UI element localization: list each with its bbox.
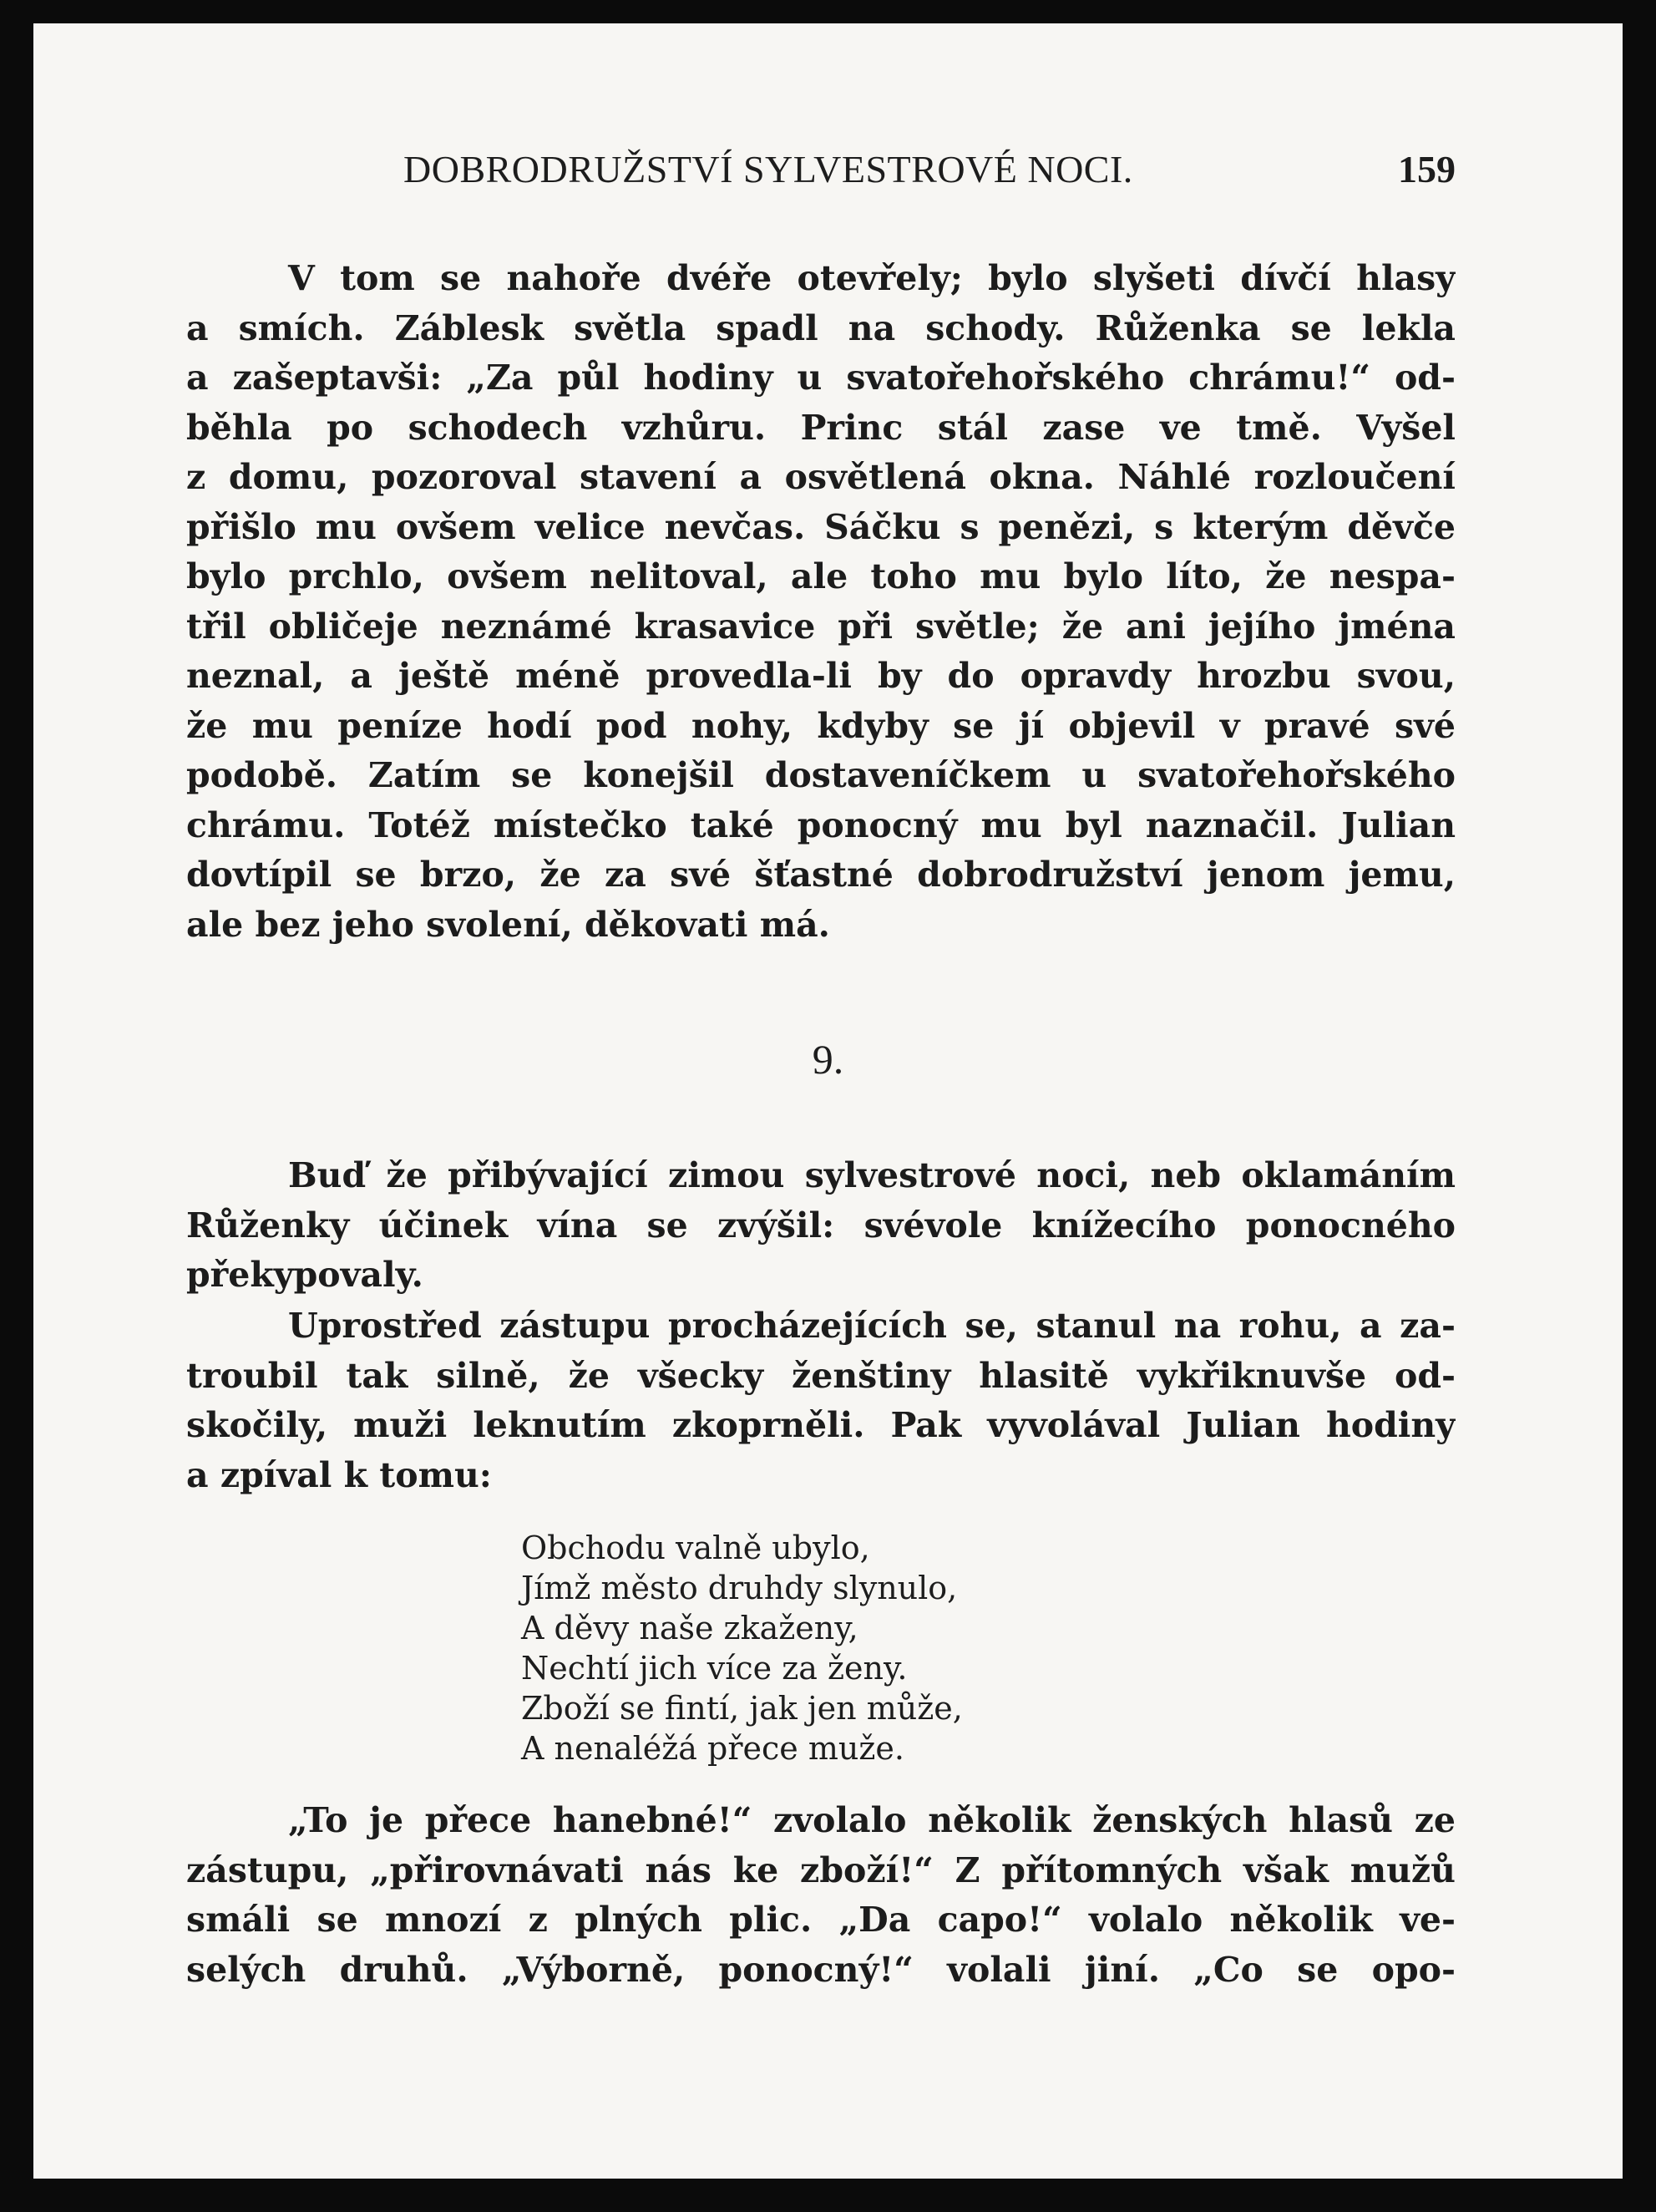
running-title: DOBRODRUŽSTVÍ SYLVESTROVÉ NOCI. [403, 148, 1133, 190]
chapter-number: 9. [812, 1036, 844, 1083]
paragraph-2 [186, 1151, 1456, 1301]
text-line: z domu, pozoroval stavení a osvětlená okna. Náhlé rozloučení [186, 457, 1456, 497]
text-line: třil obličeje neznámé krasavice při světle; že ani jejího jména [186, 606, 1456, 647]
text-line: Buď že přibývající zimou sylvestrové noci, neb oklamáním [288, 1155, 1456, 1195]
text-line: ale bez jeho svolení, děkovati má. [186, 904, 830, 945]
text-line: podobě. Zatím se konejšil dostaveníčkem u svatořehořského [186, 755, 1456, 795]
verse-line: Obchodu valně ubylo, [521, 1530, 870, 1566]
paragraph-1 [186, 254, 1456, 950]
verse-line: Jímž město druhdy slynulo, [521, 1570, 958, 1606]
verse-line: A nenaléžá přece muže. [521, 1730, 904, 1767]
text-line: přišlo mu ovšem velice nevčas. Sáčku s penězi, s kterým děvče [186, 506, 1456, 547]
text-line: „To je přece hanebné!“ zvolalo několik ženských hlasů ze [288, 1800, 1456, 1840]
text-line: a zašeptavši: „Za půl hodiny u svatořehořského chrámu!“ od- [186, 358, 1456, 398]
text-line: Růženky účinek vína se zvýšil: svévole knížecího ponocného [186, 1205, 1456, 1246]
verse-line: Nechtí jich více za ženy. [521, 1650, 908, 1687]
text-line: a smích. Záblesk světla spadl na schody. Růženka se lekla [186, 307, 1456, 348]
paragraph-3 [186, 1301, 1456, 1500]
paragraph-4 [186, 1796, 1456, 1995]
text-line: dovtípil se brzo, že za své šťastné dobrodružství jenom jemu, [186, 855, 1456, 895]
verse-block [521, 1528, 963, 1768]
verse-line: Zboží se fintí, jak jen může, [521, 1690, 963, 1727]
text-line: neznal, a ještě méně provedla-li by do opravdy hrozbu svou, [186, 656, 1456, 696]
text-line: V tom se nahoře dvéře otevřely; bylo slyšeti dívčí hlasy [288, 258, 1456, 298]
text-line: selých druhů. „Výborně, ponocný!“ volali jiní. „Co se opo- [186, 1949, 1456, 1990]
text-line: a zpíval k tomu: [186, 1454, 492, 1495]
text-line: zástupu, „přirovnávati nás ke zboží!“ Z přítomných však mužů [186, 1849, 1456, 1890]
verse-line: A děvy naše zkaženy, [521, 1610, 858, 1646]
text-line: smáli se mnozí z plných plic. „Da capo!“ volalo několik ve- [186, 1900, 1456, 1940]
text-line: troubil tak silně, že všecky ženštiny hlasitě vykřiknuvše od- [186, 1355, 1456, 1396]
text-line: skočily, muži leknutím zkoprněli. Pak vyvolával Julian hodiny [186, 1405, 1456, 1445]
page-number: 159 [1398, 148, 1456, 190]
text-line: Uprostřed zástupu procházejících se, stanul na rohu, a za- [288, 1306, 1456, 1346]
text-line: překypovaly. [186, 1255, 423, 1295]
text-line: běhla po schodech vzhůru. Princ stál zase ve tmě. Vyšel [186, 407, 1456, 448]
text-line: že mu peníze hodí pod nohy, kdyby se jí objevil v pravé své [186, 705, 1456, 746]
text-line: bylo prchlo, ovšem nelitoval, ale toho mu bylo líto, že nespa- [186, 556, 1456, 596]
running-head [403, 147, 1456, 197]
text-line: chrámu. Totéž místečko také ponocný mu byl naznačil. Julian [186, 804, 1456, 845]
book-page [33, 23, 1623, 2179]
